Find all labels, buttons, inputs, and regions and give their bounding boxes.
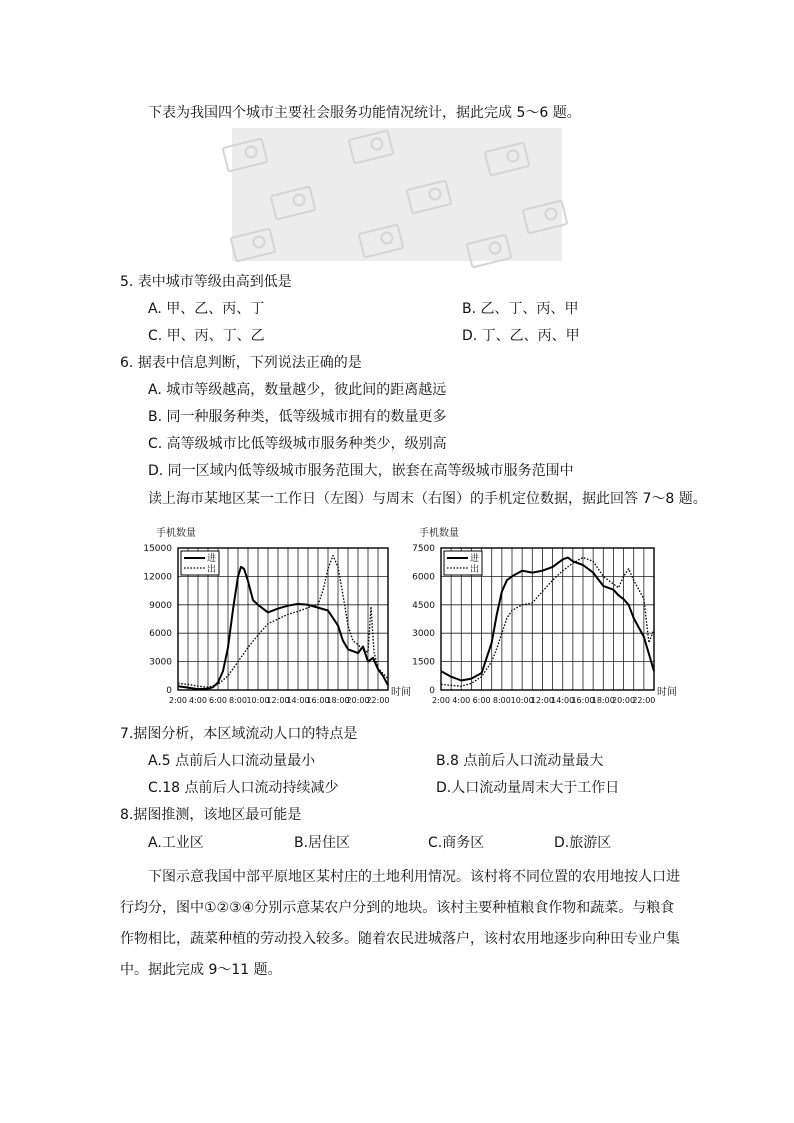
question-6-option-c[interactable]: C. 高等级城市比低等级城市服务种类少，级别高 bbox=[148, 436, 447, 452]
workday-y-tick-label: 9000 bbox=[149, 600, 172, 611]
weekend-x-axis-title: 时间 bbox=[657, 687, 677, 698]
image-placeholder-icon bbox=[269, 185, 316, 220]
question-7-option-c[interactable]: C.18 点前后人口流动持续减少 bbox=[148, 780, 339, 796]
workday-phone-chart bbox=[140, 520, 411, 710]
weekend-y-tick-label: 6000 bbox=[412, 572, 435, 583]
workday-y-tick-label: 0 bbox=[166, 686, 172, 696]
workday-legend-in-label: 进 bbox=[207, 554, 217, 564]
workday-y-axis-title: 手机数量 bbox=[156, 528, 196, 539]
weekend-y-tick-label: 0 bbox=[429, 686, 435, 696]
workday-x-tick-label: 22:00 bbox=[366, 696, 390, 705]
workday-y-tick-label: 12000 bbox=[143, 572, 172, 583]
question-8-option-b[interactable]: B.居住区 bbox=[294, 835, 351, 851]
workday-series-in bbox=[178, 567, 388, 689]
question-7-option-b[interactable]: B.8 点前后人口流动量最大 bbox=[436, 753, 604, 769]
weekend-x-tick-label: 12:00 bbox=[530, 696, 554, 705]
question-8-option-c[interactable]: C.商务区 bbox=[428, 835, 485, 851]
question-6-stem: 6. 据表中信息判断，下列说法正确的是 bbox=[120, 355, 362, 371]
image-placeholder-icon bbox=[465, 233, 512, 268]
workday-x-tick-label: 4:00 bbox=[189, 696, 207, 705]
workday-x-axis-title: 时间 bbox=[391, 687, 411, 698]
table-image-placeholder bbox=[232, 128, 562, 261]
intro-9-11: 下图示意我国中部平原地区某村庄的土地利用情况。该村将不同位置的农用地按人口进行均分，图中①②③④分别示意某农户分到的地块。该村主要种植粮食作物和蔬菜。与粮食作物相比，蔬菜种植的劳动投入较多。随着农民进城落户，该村农用地逐步向种田专业户集中。据此完成 9～11 题。 bbox=[120, 869, 680, 978]
question-8-option-d[interactable]: D.旅游区 bbox=[554, 835, 612, 851]
question-5-option-c[interactable]: C. 甲、丙、丁、乙 bbox=[148, 328, 265, 344]
question-8-stem: 8.据图推测，该地区最可能是 bbox=[120, 807, 302, 823]
weekend-x-tick-label: 22:00 bbox=[632, 696, 656, 705]
weekend-x-tick-label: 10:00 bbox=[510, 696, 534, 705]
question-6-option-b[interactable]: B. 同一种服务种类，低等级城市拥有的数量更多 bbox=[148, 409, 447, 425]
weekend-y-tick-label: 4500 bbox=[412, 600, 435, 611]
workday-x-tick-label: 14:00 bbox=[286, 696, 310, 705]
workday-legend-out-label: 出 bbox=[207, 565, 217, 575]
image-placeholder-icon bbox=[229, 227, 276, 262]
weekend-x-tick-label: 18:00 bbox=[591, 696, 615, 705]
weekend-x-tick-label: 20:00 bbox=[612, 696, 636, 705]
workday-y-tick-label: 3000 bbox=[149, 657, 172, 668]
question-5-option-d[interactable]: D. 丁、乙、丙、甲 bbox=[462, 328, 580, 344]
workday-x-tick-label: 20:00 bbox=[346, 696, 370, 705]
question-5-stem: 5. 表中城市等级由高到低是 bbox=[120, 274, 292, 290]
workday-x-tick-label: 6:00 bbox=[209, 696, 227, 705]
workday-x-tick-label: 12:00 bbox=[266, 696, 290, 705]
weekend-y-tick-label: 3000 bbox=[412, 629, 435, 640]
question-8-option-a[interactable]: A.工业区 bbox=[148, 835, 204, 851]
intro-5-6: 下表为我国四个城市主要社会服务功能情况统计，据此完成 5～6 题。 bbox=[148, 105, 581, 121]
workday-x-tick-label: 2:00 bbox=[169, 696, 187, 705]
question-6-option-a[interactable]: A. 城市等级越高，数量越少，彼此间的距离越远 bbox=[148, 382, 447, 398]
weekend-x-tick-label: 8:00 bbox=[492, 696, 511, 705]
workday-x-tick-label: 18:00 bbox=[326, 696, 350, 705]
question-6-option-d[interactable]: D. 同一区域内低等级城市服务范围大，嵌套在高等级城市服务范围中 bbox=[148, 463, 574, 479]
image-placeholder-icon bbox=[483, 141, 530, 176]
weekend-x-tick-label: 14:00 bbox=[551, 696, 575, 705]
weekend-phone-chart bbox=[404, 520, 694, 710]
weekend-legend-out-label: 出 bbox=[470, 565, 480, 575]
image-placeholder-icon bbox=[221, 137, 268, 172]
weekend-x-tick-label: 4:00 bbox=[452, 696, 471, 705]
weekend-y-axis-title: 手机数量 bbox=[419, 528, 459, 539]
image-placeholder-icon bbox=[521, 199, 568, 234]
weekend-y-tick-label: 7500 bbox=[412, 544, 435, 554]
question-7-option-a[interactable]: A.5 点前后人口流动量最小 bbox=[148, 753, 316, 769]
weekend-x-tick-label: 16:00 bbox=[571, 696, 595, 705]
question-5-option-b[interactable]: B. 乙、丁、丙、甲 bbox=[462, 301, 579, 317]
weekend-series-out bbox=[441, 558, 654, 687]
image-placeholder-icon bbox=[347, 129, 394, 164]
image-placeholder-icon bbox=[357, 223, 404, 258]
workday-y-tick-label: 6000 bbox=[149, 629, 172, 640]
workday-x-tick-label: 10:00 bbox=[246, 696, 270, 705]
workday-x-tick-label: 16:00 bbox=[306, 696, 330, 705]
intro-7-8: 读上海市某地区某一工作日（左图）与周末（右图）的手机定位数据，据此回答 7～8 题。 bbox=[148, 491, 707, 507]
weekend-series-in bbox=[441, 558, 654, 681]
question-7-option-d[interactable]: D.人口流动量周末大于工作日 bbox=[436, 780, 620, 796]
image-placeholder-icon bbox=[405, 179, 452, 214]
weekend-x-tick-label: 6:00 bbox=[472, 696, 491, 705]
weekend-y-tick-label: 1500 bbox=[412, 657, 435, 668]
weekend-legend-in-label: 进 bbox=[470, 554, 480, 564]
workday-y-tick-label: 15000 bbox=[143, 544, 172, 554]
question-5-option-a[interactable]: A. 甲、乙、丙、丁 bbox=[148, 301, 265, 317]
weekend-x-tick-label: 2:00 bbox=[432, 696, 450, 705]
question-7-stem: 7.据图分析，本区域流动人口的特点是 bbox=[120, 726, 358, 742]
workday-x-tick-label: 8:00 bbox=[229, 696, 247, 705]
